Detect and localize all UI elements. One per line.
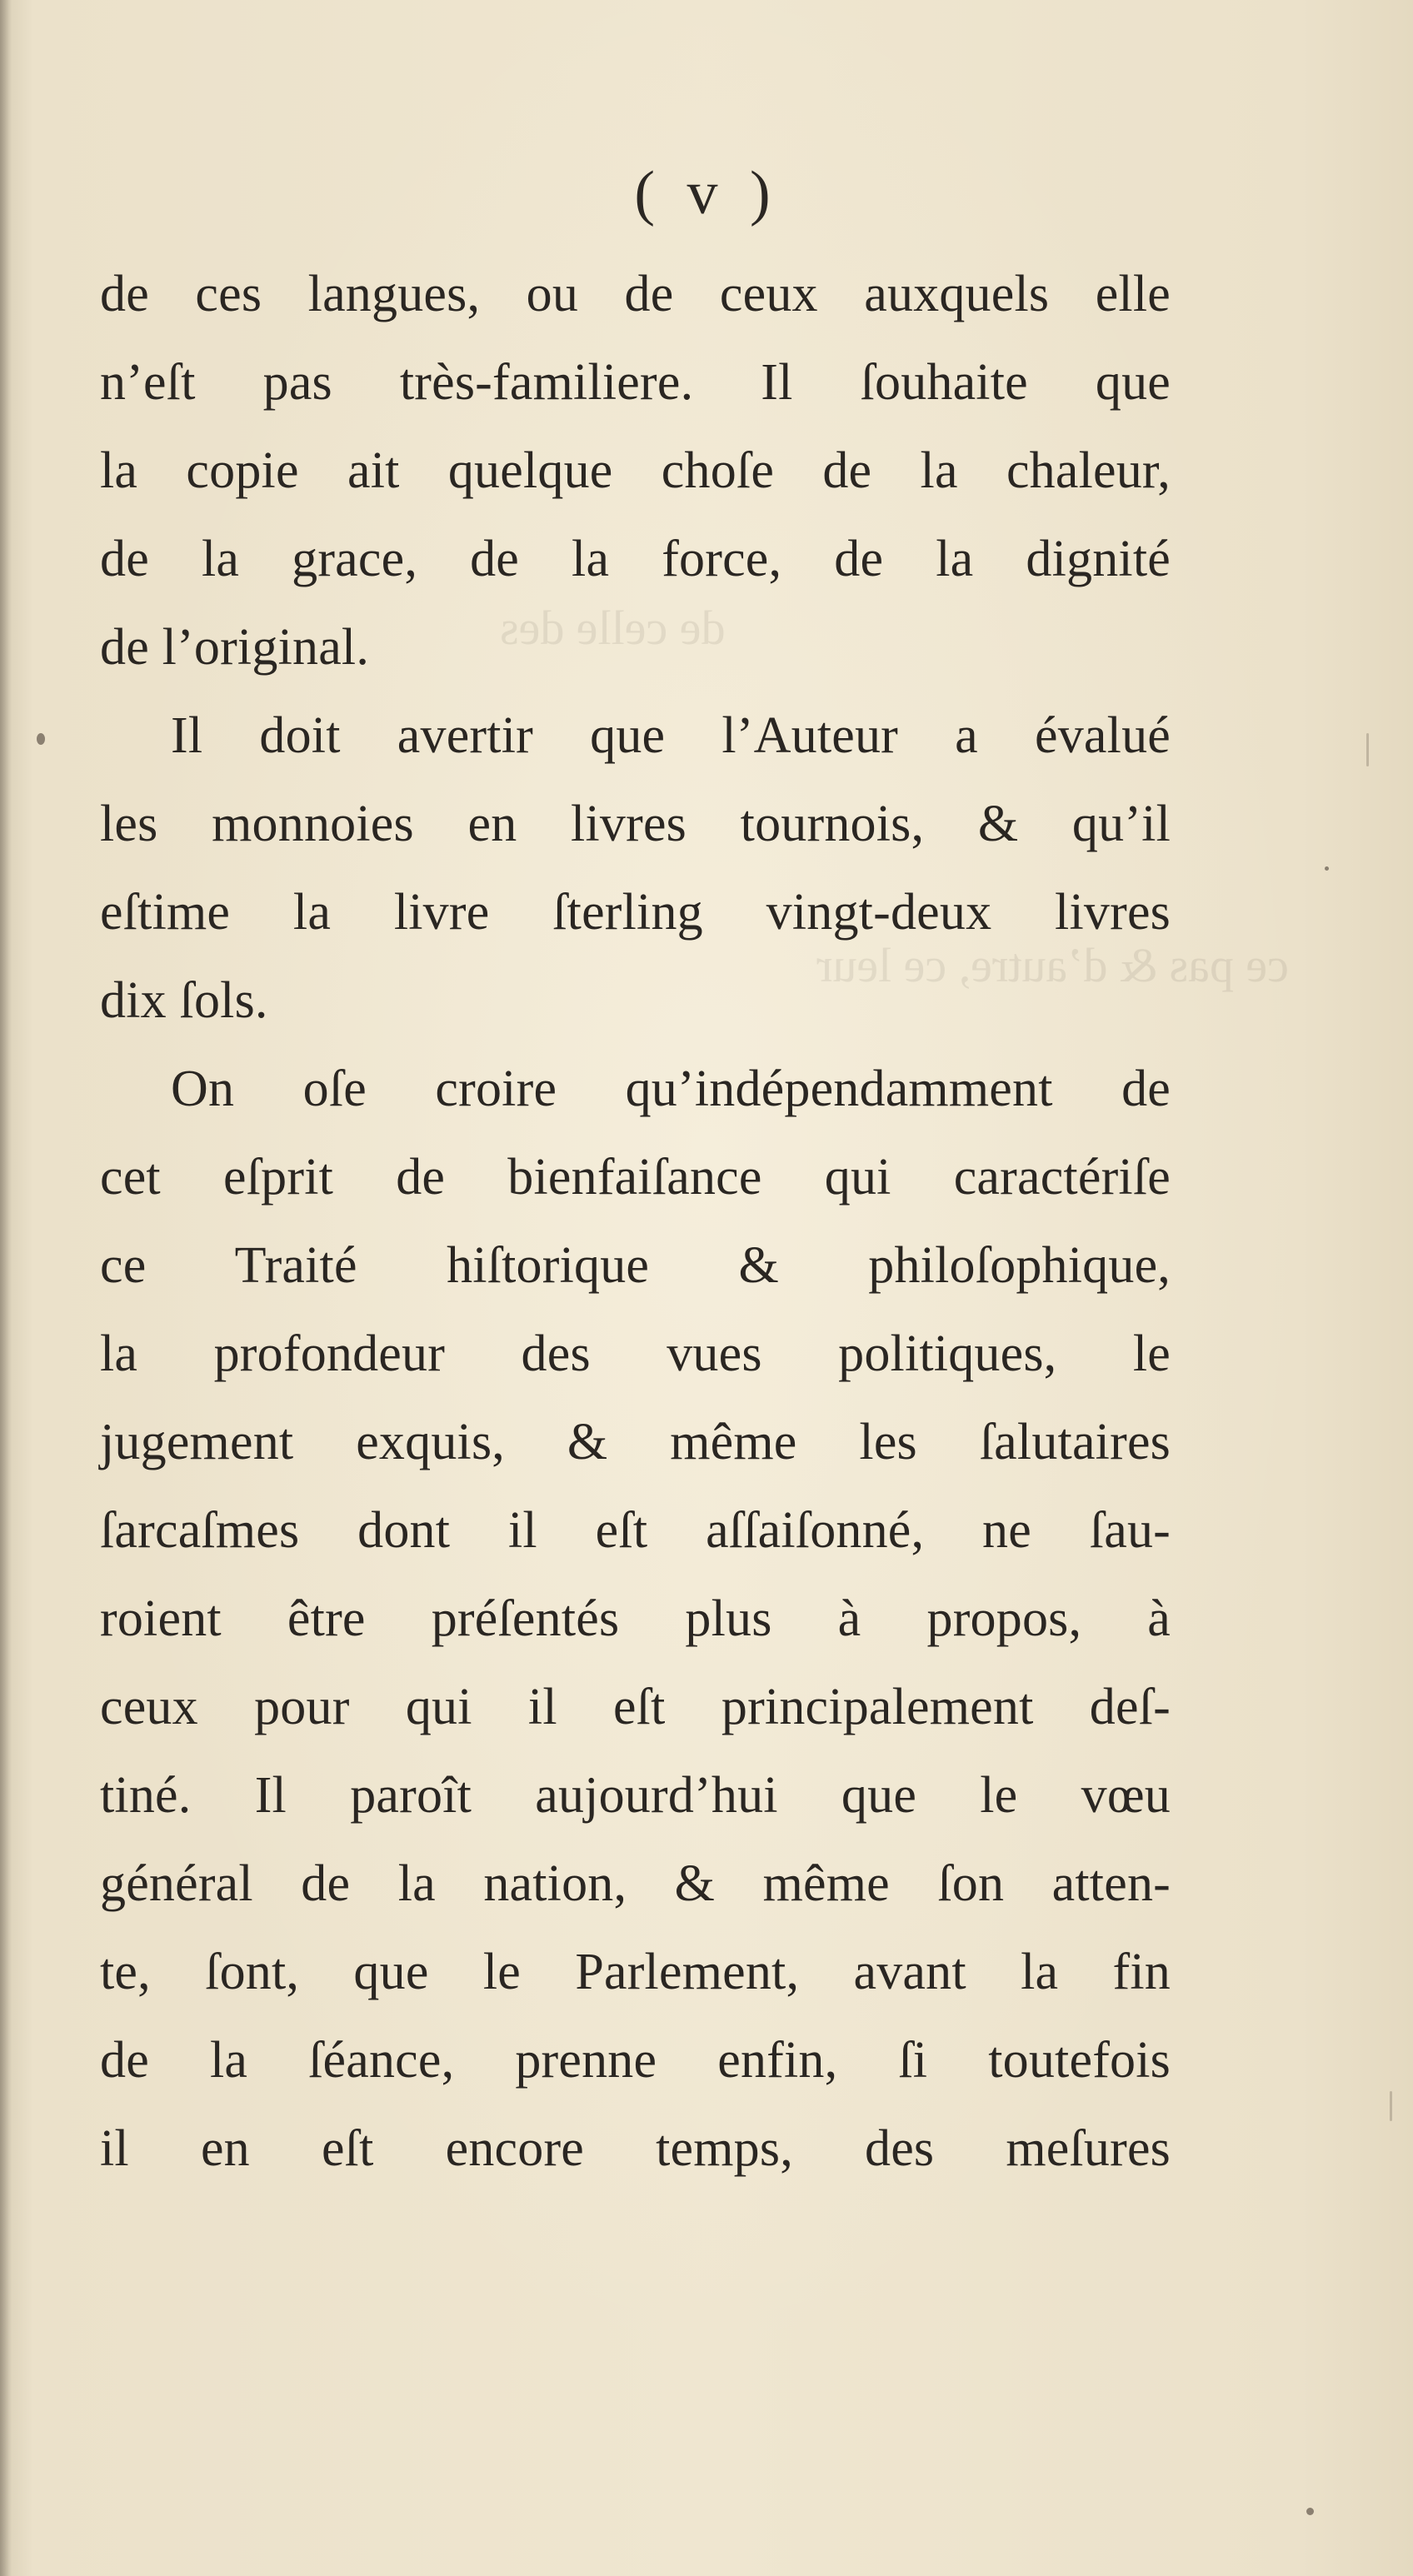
text-line: de l’original.: [100, 619, 370, 676]
show-through-text: ce pas & d’autre, ce leur: [816, 938, 1289, 992]
paragraph-first-line: Il doit avertir que l’Auteur a évalué: [171, 707, 1171, 764]
paper-mark: [1366, 733, 1369, 766]
page-number-header: ( v ): [634, 159, 779, 227]
paragraph-first-line: On oſe croire qu’indépendamment de: [171, 1061, 1171, 1117]
text-line: eſtime la livre ſterling vingt-deux livres: [100, 884, 1171, 941]
body-text: [100, 250, 1171, 2193]
text-line: n’eſt pas très-familiere. Il ſouhaite que: [100, 354, 1171, 411]
text-line: cet eſprit de bienfaiſance qui caractériſe: [100, 1149, 1171, 1206]
text-line: général de la nation, & même ſon atten-: [100, 1855, 1171, 1912]
paper-speck: [1306, 2508, 1314, 2515]
text-line: ce Traité hiſtorique & philoſophique,: [100, 1237, 1171, 1294]
text-line: jugement exquis, & même les ſalutaires: [100, 1414, 1171, 1470]
paper-speck: [37, 733, 45, 745]
text-line: ceux pour qui il eſt principalement deſ-: [100, 1679, 1171, 1735]
text-line: il en eſt encore temps, des meſures: [100, 2120, 1171, 2177]
text-line: de la grace, de la force, de la dignité: [100, 531, 1171, 587]
text-line: les monnoies en livres tournois, & qu’il: [100, 796, 1171, 852]
text-line: la copie ait quelque choſe de la chaleur,: [100, 442, 1171, 499]
text-line: roient être préſentés plus à propos, à: [100, 1590, 1171, 1647]
paper-mark: [1390, 2091, 1392, 2121]
text-line: tiné. Il paroît aujourd’hui que le vœu: [100, 1767, 1171, 1824]
text-line: de ces langues, ou de ceux auxquels elle: [100, 266, 1171, 322]
text-line: ſarcaſmes dont il eſt aſſaiſonné, ne ſau-: [100, 1502, 1171, 1559]
text-line: dix ſols.: [100, 972, 268, 1029]
show-through-text: de celle des: [500, 601, 726, 655]
text-line: la profondeur des vues politiques, le: [100, 1325, 1171, 1382]
text-line: de la ſéance, prenne enfin, ſi toutefois: [100, 2032, 1171, 2089]
page-gutter-shadow: [0, 0, 12, 2576]
text-line: te, ſont, que le Parlement, avant la fin: [100, 1944, 1171, 2000]
paper-speck: [1325, 866, 1329, 871]
